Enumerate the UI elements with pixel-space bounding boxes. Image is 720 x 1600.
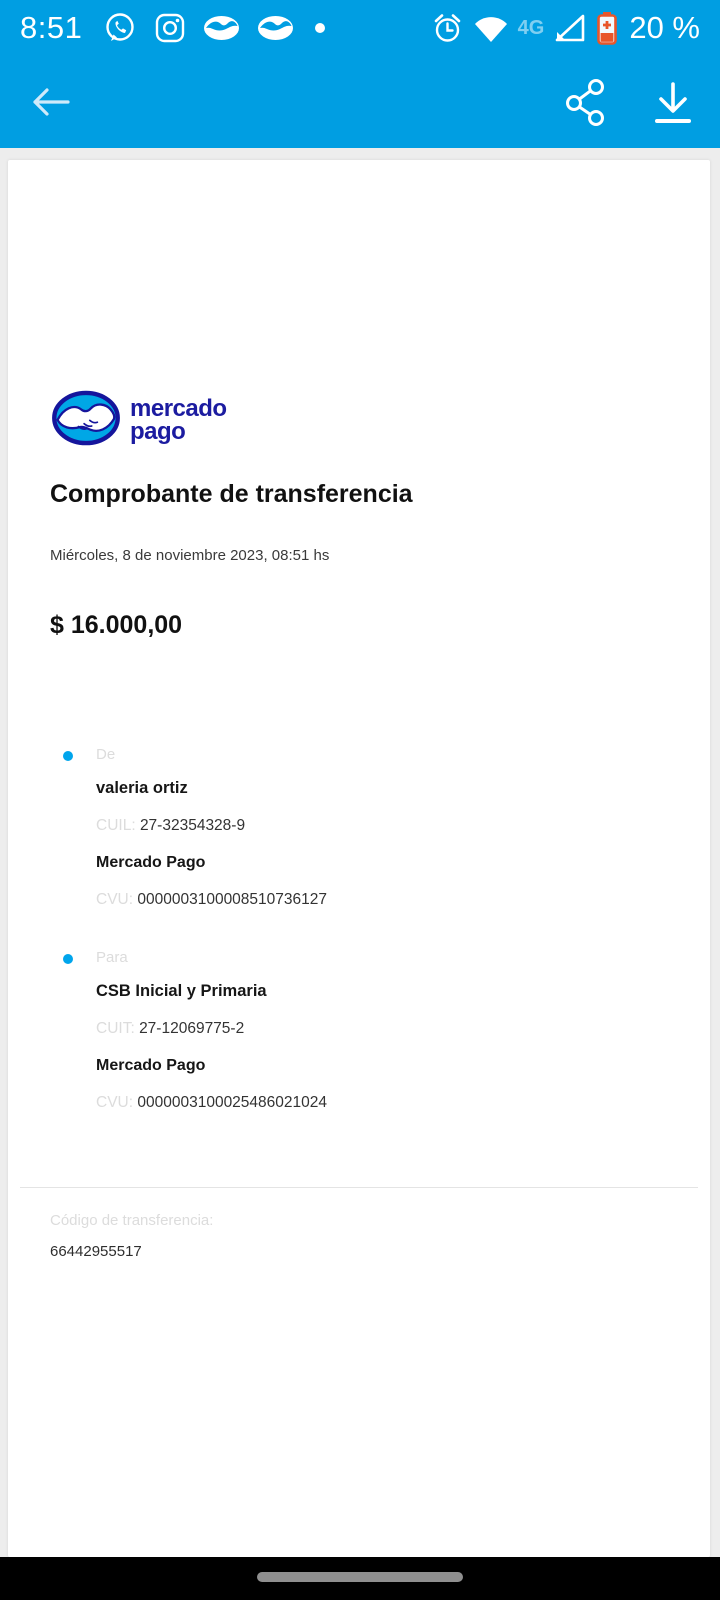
recipient-id-row <box>96 1020 244 1038</box>
to-section-label: Para <box>96 949 128 966</box>
status-time: 8:51 <box>20 10 83 45</box>
mercadopago-wordmark: mercado pago <box>130 395 227 446</box>
sender-account-label: CVU: <box>96 891 134 908</box>
network-type-label: 4G <box>517 16 545 39</box>
share-button[interactable] <box>563 78 607 126</box>
recipient-account-label: CVU: <box>96 1094 134 1111</box>
home-indicator[interactable] <box>257 1572 463 1582</box>
battery-percent-label: 20 % <box>629 10 700 45</box>
recipient-name: CSB Inicial y Primaria <box>96 982 267 1000</box>
sender-id-value: 27-32354328-9 <box>139 817 246 834</box>
sender-id-label: CUIL: <box>96 817 136 834</box>
receipt-title: Comprobante de transferencia <box>50 480 413 508</box>
back-button[interactable] <box>28 80 72 124</box>
back-arrow-icon <box>35 90 68 114</box>
sender-name: valeria ortiz <box>96 779 188 797</box>
recipient-id-label: CUIT: <box>96 1020 135 1037</box>
whatsapp-icon <box>103 11 137 45</box>
download-button[interactable] <box>652 80 694 126</box>
more-notifications-dot <box>315 23 325 33</box>
mercadopago-notification-icon <box>257 15 294 41</box>
recipient-id-value: 27-12069775-2 <box>139 1020 245 1037</box>
mercadopago-logo-icon <box>50 388 122 448</box>
download-icon <box>657 84 689 121</box>
transfer-code-value: 66442955517 <box>50 1243 142 1260</box>
transfer-amount: $ 16.000,00 <box>50 611 183 639</box>
transfer-code-label: Código de transferencia: <box>50 1212 214 1229</box>
from-section-label: De <box>96 746 116 763</box>
signal-icon <box>553 13 587 43</box>
sender-account-row <box>96 891 327 909</box>
system-navigation-bar <box>0 1557 720 1600</box>
instagram-icon <box>154 12 186 44</box>
share-icon <box>568 81 603 125</box>
alarm-icon <box>431 12 464 45</box>
sender-bank: Mercado Pago <box>96 854 206 871</box>
receipt-document <box>8 160 710 1557</box>
mercadopago-notification-icon <box>203 15 240 41</box>
from-bullet-icon <box>63 751 73 761</box>
recipient-bank: Mercado Pago <box>96 1057 206 1074</box>
battery-low-icon <box>596 11 618 45</box>
to-bullet-icon <box>63 954 73 964</box>
recipient-account-row <box>96 1094 327 1112</box>
wifi-icon <box>473 13 509 43</box>
recipient-account-value: 0000003100025486021024 <box>137 1094 328 1111</box>
status-bar <box>0 0 720 56</box>
section-divider <box>20 1187 698 1188</box>
app-bar <box>0 56 720 148</box>
sender-id-row <box>96 817 245 835</box>
receipt-datetime: Miércoles, 8 de noviembre 2023, 08:51 hs <box>50 547 330 564</box>
sender-account-value: 0000003100008510736127 <box>137 891 328 908</box>
